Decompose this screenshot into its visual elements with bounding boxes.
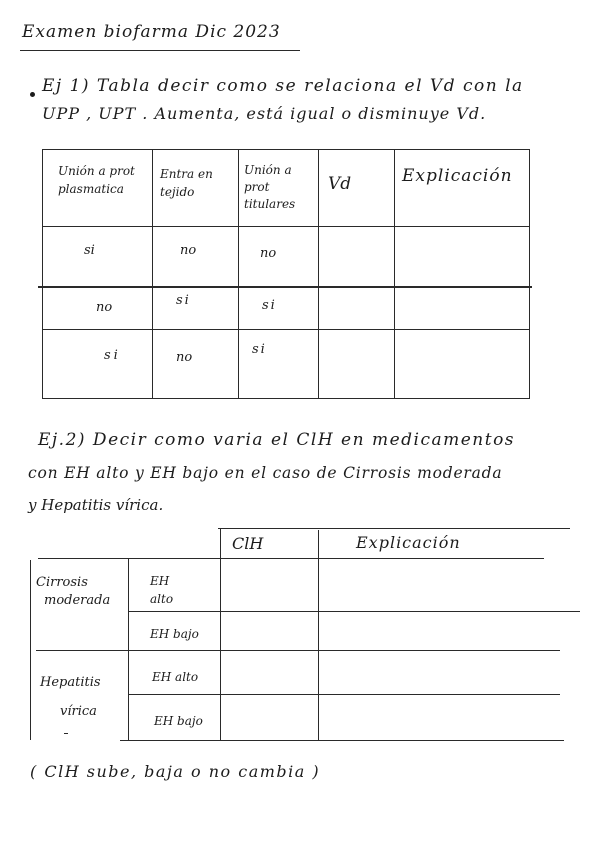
t1-cell: no: [180, 243, 197, 258]
t1-cell: si: [262, 298, 277, 313]
t1-col-divider: [318, 149, 319, 398]
q2-line3: y Hepatitis vírica.: [28, 496, 164, 514]
t1-cell: si: [104, 348, 121, 363]
t1-cell: si: [176, 293, 191, 308]
q2-footnote: ( ClH sube, baja o no cambia ): [30, 762, 321, 781]
q2-line2: con EH alto y EH bajo en el caso de Cirrosis moderada: [28, 464, 503, 482]
q1-line2: UPP , UPT . Aumenta, está igual o disminuye Vd.: [42, 104, 487, 123]
q2-line1: Ej.2) Decir como varia el ClH en medicamentos: [38, 430, 516, 450]
t2-bottom-border: [120, 740, 564, 741]
t1-header-tejido: Entra en tejido: [160, 167, 213, 199]
t2-row-divider: [36, 650, 560, 651]
t1-row-divider: [42, 329, 530, 330]
t1-row-divider: [42, 226, 530, 227]
t1-col-divider: [152, 149, 153, 398]
t2-group-label: vírica: [60, 704, 97, 719]
t1-cell: si: [252, 342, 267, 357]
t1-header-explicacion: Explicación: [402, 166, 513, 186]
t1-col-divider: [42, 149, 43, 398]
t2-top-border: [218, 528, 570, 529]
t1-cell: no: [96, 300, 113, 315]
t1-bottom-border: [42, 398, 530, 399]
t1-col-divider: [529, 149, 530, 398]
t1-top-border: [42, 149, 530, 150]
t2-group-label: Hepatitis: [40, 675, 101, 690]
t1-row-divider: [38, 286, 532, 288]
t1-header-upt: Unión a prot titulares: [244, 163, 296, 211]
t1-header-upp: Unión a prot plasmatica: [58, 164, 135, 196]
t2-group-label: Cirrosis: [36, 575, 88, 590]
t2-sub-label: EH bajo: [150, 627, 199, 641]
bullet-icon: [30, 92, 35, 97]
t2-row-divider: [128, 611, 580, 612]
t1-cell: no: [176, 350, 193, 365]
t2-header-explicacion: Explicación: [356, 533, 461, 552]
t1-col-divider: [238, 149, 239, 398]
t2-col-divider: [318, 530, 319, 740]
page-title: Examen biofarma Dic 2023: [22, 22, 281, 42]
t1-cell: si: [84, 243, 95, 258]
t2-sub-label: EH alto: [152, 670, 199, 684]
t2-col-divider: [220, 528, 221, 740]
t2-col-divider: [128, 558, 129, 740]
t1-col-divider: [394, 149, 395, 398]
q1-line1: Ej 1) Tabla decir como se relaciona el Vd con la: [42, 76, 524, 96]
t2-header-clh: ClH: [232, 534, 264, 553]
t1-cell: no: [260, 246, 277, 261]
t2-row-divider: [128, 694, 560, 695]
t2-group-label: moderada: [44, 593, 111, 608]
t2-col-divider: [30, 560, 31, 740]
t2-sub-label: EH bajo: [154, 714, 203, 728]
t2-sub-label: EH alto: [150, 574, 174, 606]
t2-row-divider: [38, 558, 544, 559]
t2-dash-mark: [64, 733, 68, 734]
title-underline: [20, 50, 300, 51]
t1-header-vd: Vd: [328, 174, 352, 194]
